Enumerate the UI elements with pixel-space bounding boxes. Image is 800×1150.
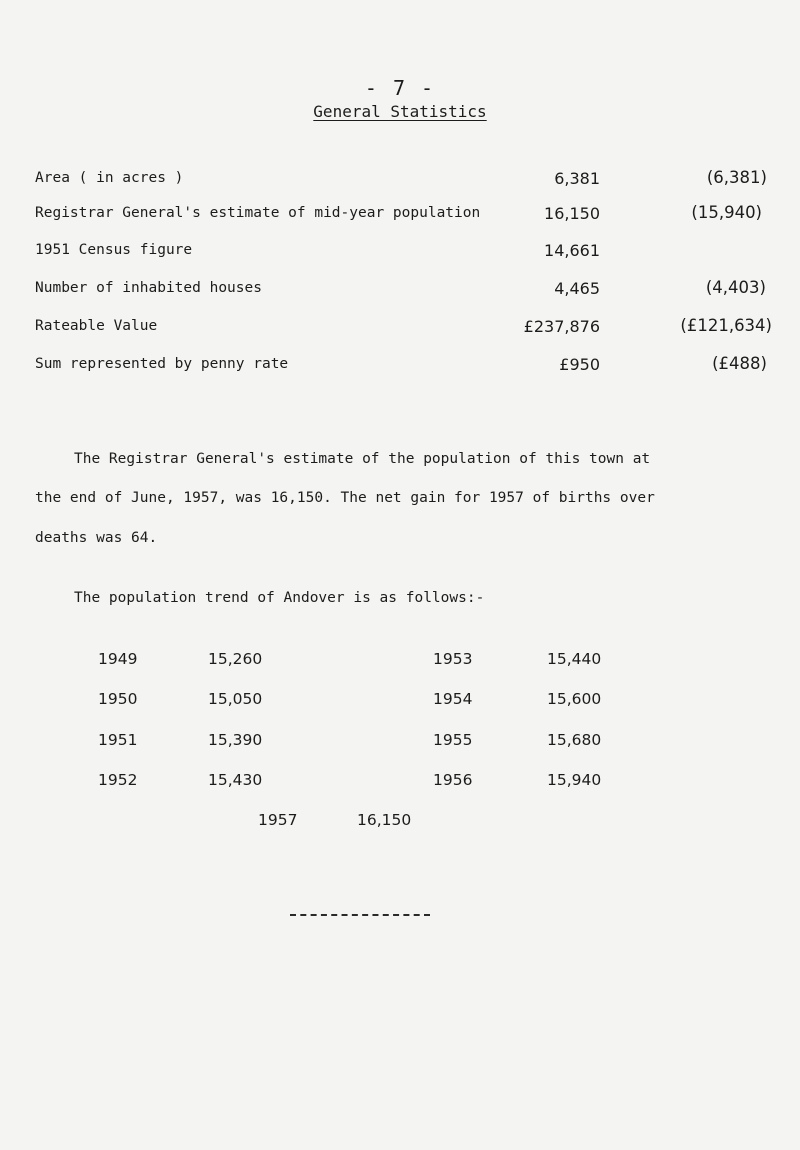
paragraph-line-2: the end of June, 1957, was 16,150. The net gain for 1957 of births over	[35, 490, 655, 506]
page-title	[0, 102, 800, 121]
trend-population-final: 16,150	[357, 811, 412, 829]
stat-value-houses: 4,465	[554, 279, 600, 298]
stat-value-rateable: £237,876	[523, 317, 600, 336]
footer-divider	[290, 914, 430, 916]
trend-year: 1952	[98, 771, 138, 789]
stat-previous-area: (6,381)	[706, 168, 767, 187]
page-number: - 7 -	[364, 76, 436, 100]
trend-population: 15,430	[208, 771, 263, 789]
stat-label-population: Registrar General's estimate of mid-year population	[35, 205, 481, 221]
stat-previous-rateable: (£121,634)	[680, 316, 772, 335]
trend-year: 1956	[433, 771, 473, 789]
stat-label-census: 1951 Census figure	[35, 242, 193, 258]
trend-population: 15,440	[547, 650, 602, 668]
paragraph-line-1: The Registrar General's estimate of the population of this town at	[74, 451, 651, 467]
trend-population: 15,390	[208, 731, 263, 749]
trend-population: 15,600	[547, 690, 602, 708]
stat-previous-population: (15,940)	[691, 203, 762, 222]
trend-year: 1955	[433, 731, 473, 749]
stat-label-area: Area ( in acres )	[35, 170, 184, 186]
stat-previous-houses: (4,403)	[705, 278, 766, 297]
stat-value-area: 6,381	[554, 169, 600, 188]
trend-intro: The population trend of Andover is as follows:-	[74, 590, 485, 606]
trend-year-final: 1957	[258, 811, 298, 829]
stat-label-houses: Number of inhabited houses	[35, 280, 262, 296]
stat-value-penny-rate: £950	[559, 355, 600, 374]
trend-year: 1949	[98, 650, 138, 668]
stat-value-census: 14,661	[544, 241, 600, 260]
stat-label-rateable: Rateable Value	[35, 318, 158, 334]
stat-previous-penny-rate: (£488)	[712, 354, 767, 373]
trend-year: 1951	[98, 731, 138, 749]
trend-population: 15,680	[547, 731, 602, 749]
stat-value-population: 16,150	[544, 204, 600, 223]
stat-label-penny-rate: Sum represented by penny rate	[35, 356, 289, 372]
trend-year: 1954	[433, 690, 473, 708]
page-title-text: General Statistics	[313, 102, 487, 121]
paragraph-line-3: deaths was 64.	[35, 530, 158, 546]
trend-year: 1953	[433, 650, 473, 668]
trend-year: 1950	[98, 690, 138, 708]
trend-population: 15,940	[547, 771, 602, 789]
trend-population: 15,050	[208, 690, 263, 708]
trend-population: 15,260	[208, 650, 263, 668]
